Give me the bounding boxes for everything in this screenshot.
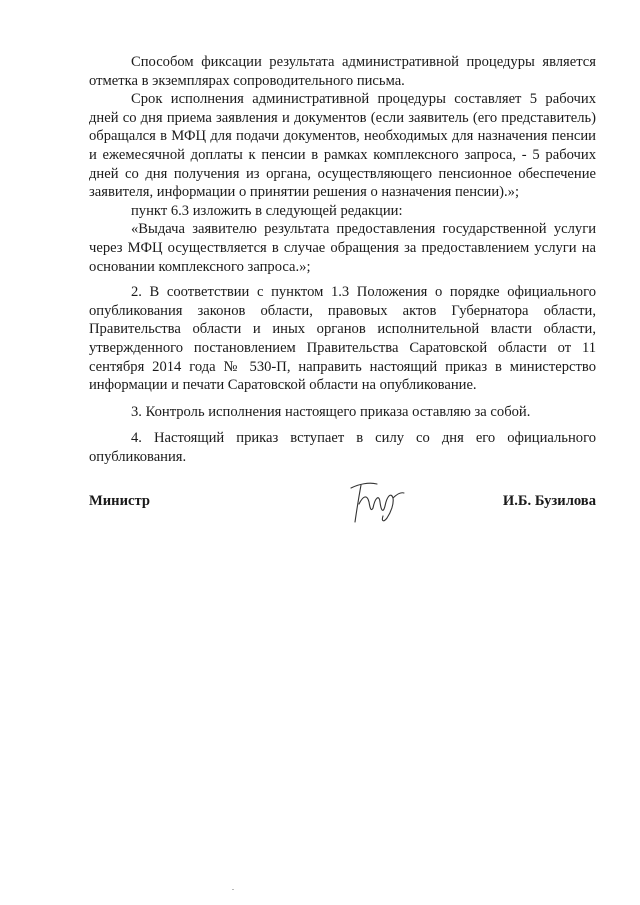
paragraph-fixation-method: Способом фиксации результата административной процедуры является отметка в экземплярах сопроводительного письма. bbox=[89, 54, 596, 89]
paragraph-clause-6-3-intro: пункт 6.3 изложить в следующей редакции: bbox=[131, 202, 403, 219]
signature-block bbox=[89, 478, 596, 538]
paragraph-item-2-publication: 2. В соответствии с пунктом 1.3 Положения о порядке официального опубликования законов области, правовых актов Губернатора области, Правительства области и иных органов исполнительной власти области, утвержденного постановлением Правительства Саратовской области от 11 сентября 2014 года № 530-П, направить настоящий приказ в министерство информации и печати Саратовской области на опубликование. bbox=[89, 284, 596, 394]
document-body bbox=[89, 53, 596, 466]
scan-speck bbox=[232, 889, 234, 890]
handwritten-signature bbox=[347, 478, 407, 526]
paragraph-clause-6-3-text: «Выдача заявителю результата предоставления государственной услуги через МФЦ осуществляется в случае обращения за предоставлением услуги на основании комплексного запроса.»; bbox=[89, 221, 596, 275]
signer-position: Министр bbox=[89, 493, 150, 509]
paragraph-procedure-term: Срок исполнения административной процедуры составляет 5 рабочих дней со дня приема заявления и документов (если заявитель (его представитель) обращался в МФЦ для подачи документов, необходимых для назначения пенсии и ежемесячной доплаты к пенсии в рамках комплексного запроса, - 5 рабочих дней со дня получения из органа, осуществляющего пенсионное обеспечение заявителя, информации о принятии решения о назначения пенсии).»; bbox=[89, 91, 596, 201]
paragraph-item-3-control: 3. Контроль исполнения настоящего приказа оставляю за собой. bbox=[131, 403, 531, 420]
signer-name: И.Б. Бузилова bbox=[502, 493, 596, 509]
paragraph-item-4-effective: 4. Настоящий приказ вступает в силу со дня его официального опубликования. bbox=[89, 430, 596, 465]
